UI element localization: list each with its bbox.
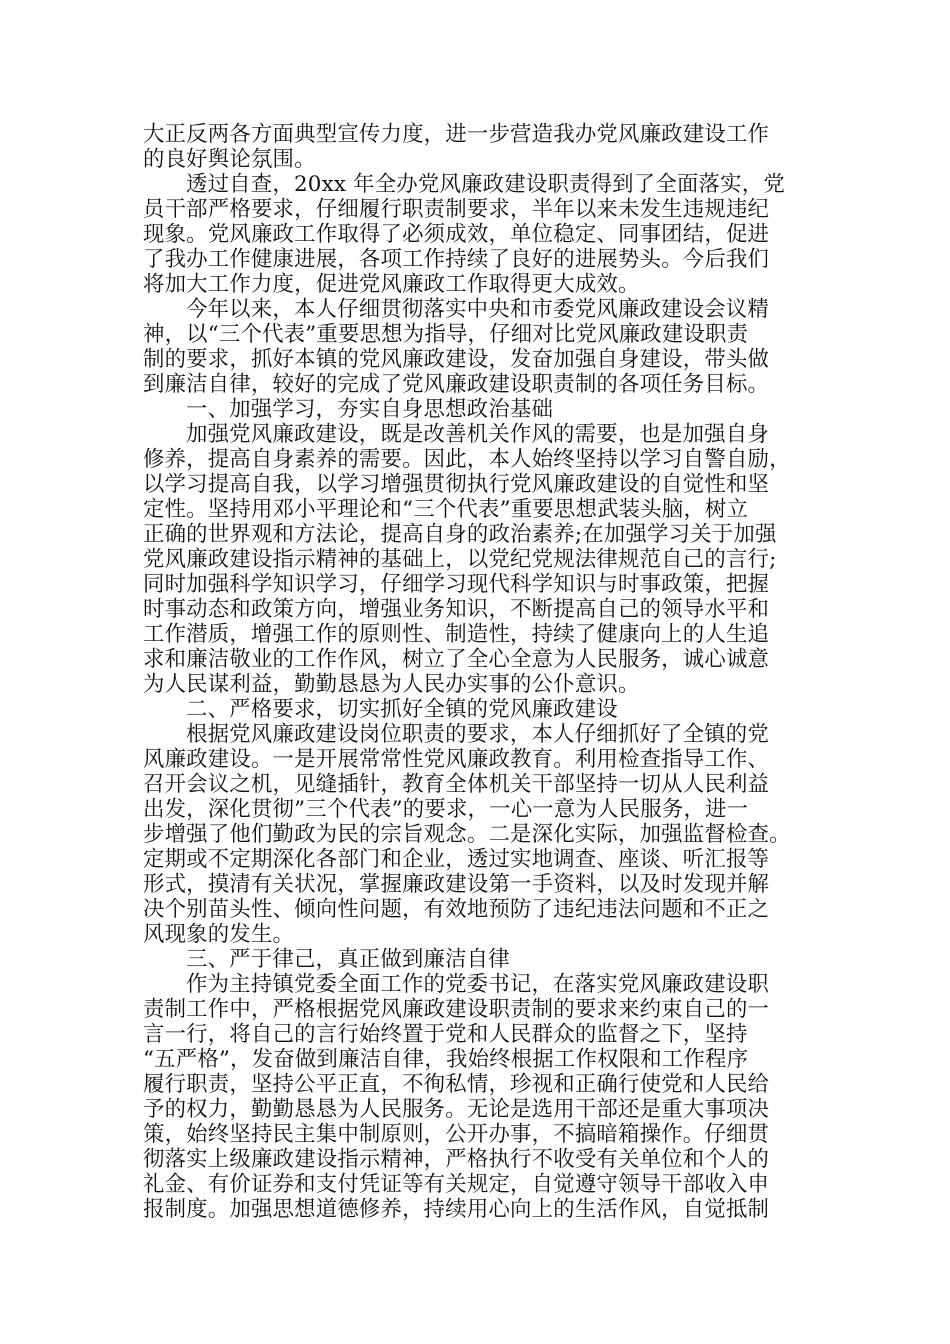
text-line: 作为主持镇党委全面工作的党委书记，在落实党风廉政建设职 (186, 972, 769, 997)
document-body (143, 122, 809, 1222)
text-line: 风现象的发生。 (143, 922, 295, 947)
text-line: 制的要求，抓好本镇的党风廉政建设，发奋加强自身建设，带头做 (143, 347, 770, 372)
text-line: 透过自查，20xx 年全办党风廉政建设职责得到了全面落实，党 (186, 172, 785, 197)
text-line: 为人民谋利益，勤勤恳恳为人民办实事的公仆意识。 (143, 672, 640, 697)
text-line: 以学习提高自我，以学习增强贯彻执行党风廉政建设的自觉性和坚 (143, 472, 770, 497)
text-line: 根据党风廉政建设岗位职责的要求，本人仔细抓好了全镇的党 (186, 722, 769, 747)
text-line: 定性。坚持用邓小平理论和“三个代表”重要思想武装头脑，树立 (143, 497, 749, 522)
text-line: 大正反两各方面典型宣传力度，进一步营造我办党风廉政建设工作 (143, 122, 770, 147)
text-line: 三、严于律己，真正做到廉洁自律 (186, 947, 510, 972)
text-line: 现象。党风廉政工作取得了必须成效，单位稳定、同事团结，促进 (143, 222, 770, 247)
text-line: 党风廉政建设指示精神的基础上，以党纪党规法律规范自己的言行; (143, 547, 777, 572)
text-line: 二、严格要求，切实抓好全镇的党风廉政建设 (186, 697, 618, 722)
text-line: 神，以“三个代表”重要思想为指导，仔细对比党风廉政建设职责 (143, 322, 749, 347)
text-line: 彻落实上级廉政建设指示精神，严格执行不收受有关单位和个人的 (143, 1147, 770, 1172)
text-line: 求和廉洁敬业的工作作风，树立了全心全意为人民服务，诚心诚意 (143, 647, 770, 672)
text-line: 步增强了他们勤政为民的宗旨观念。二是深化实际，加强监督检查。 (143, 822, 791, 847)
text-line: 的良好舆论氛围。 (143, 147, 316, 172)
text-line: 将加大工作力度，促进党风廉政工作取得更大成效。 (143, 272, 640, 297)
text-line: 修养，提高自身素养的需要。因此，本人始终坚持以学习自警自励， (143, 447, 791, 472)
text-line: 召开会议之机，见缝插针，教育全体机关干部坚持一切从人民利益 (143, 772, 770, 797)
text-line: 正确的世界观和方法论，提高自身的政治素养;在加强学习关于加强 (143, 522, 777, 547)
text-line: 了我办工作健康进展，各项工作持续了良好的进展势头。今后我们 (143, 247, 770, 272)
text-line: 加强党风廉政建设，既是改善机关作风的需要，也是加强自身 (186, 422, 769, 447)
text-line: 礼金、有价证券和支付凭证等有关规定，自觉遵守领导干部收入申 (143, 1172, 770, 1197)
text-line: 责制工作中，严格根据党风廉政建设职责制的要求来约束自己的一 (143, 997, 770, 1022)
text-line: 策，始终坚持民主集中制原则，公开办事，不搞暗箱操作。仔细贯 (143, 1122, 770, 1147)
text-line: 同时加强科学知识学习，仔细学习现代科学知识与时事政策，把握 (143, 572, 770, 597)
text-line: 一、加强学习，夯实自身思想政治基础 (186, 397, 554, 422)
text-line: 形式，摸清有关状况，掌握廉政建设第一手资料，以及时发现并解 (143, 872, 770, 897)
text-line: 员干部严格要求，仔细履行职责制要求，半年以来未发生违规违纪 (143, 197, 770, 222)
text-line: 工作潜质，增强工作的原则性、制造性，持续了健康向上的人生追 (143, 622, 770, 647)
text-line: “五严格”，发奋做到廉洁自律，我始终根据工作权限和工作程序 (143, 1047, 749, 1072)
text-line: 出发，深化贯彻”三个代表”的要求，一心一意为人民服务，进一 (143, 797, 749, 822)
text-line: 报制度。加强思想道德修养，持续用心向上的生活作风，自觉抵制 (143, 1197, 770, 1222)
text-line: 决个别苗头性、倾向性问题，有效地预防了违纪违法问题和不正之 (143, 897, 770, 922)
text-line: 予的权力，勤勤恳恳为人民服务。无论是选用干部还是重大事项决 (143, 1097, 770, 1122)
text-line: 今年以来，本人仔细贯彻落实中央和市委党风廉政建设会议精 (186, 297, 769, 322)
text-line: 到廉洁自律，较好的完成了党风廉政建设职责制的各项任务目标。 (143, 372, 770, 397)
text-line: 时事动态和政策方向，增强业务知识，不断提高自己的领导水平和 (143, 597, 770, 622)
text-line: 风廉政建设。一是开展常常性党风廉政教育。利用检查指导工作、 (143, 747, 770, 772)
text-line: 定期或不定期深化各部门和企业，透过实地调查、座谈、听汇报等 (143, 847, 770, 872)
text-line: 言一行，将自己的言行始终置于党和人民群众的监督之下，坚持 (143, 1022, 748, 1047)
text-line: 履行职责，坚持公平正直，不徇私情，珍视和正确行使党和人民给 (143, 1072, 770, 1097)
